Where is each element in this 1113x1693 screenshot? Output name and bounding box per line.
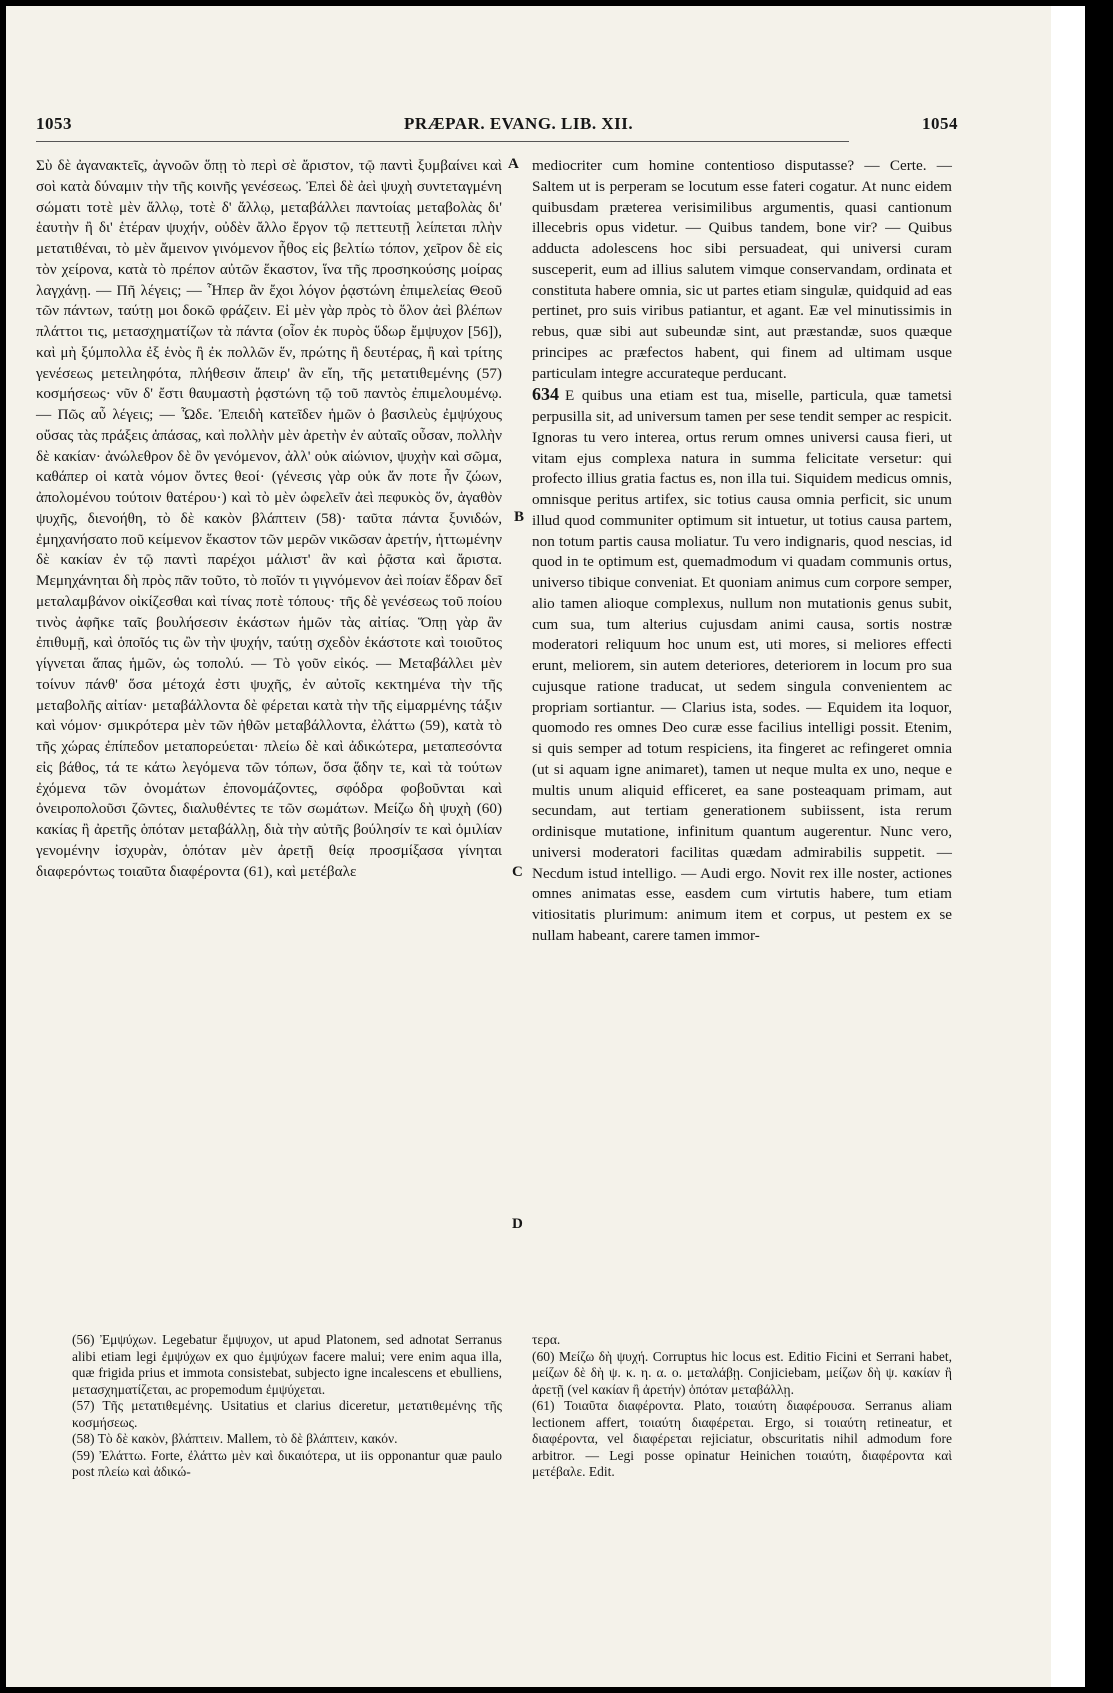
footnote: (61) Τοιαῦτα διαφέροντα. Plato, τοιαύτη διαφέρουσα. Serranus aliam lectionem affert, τοιαύτη διαφέρεται. Ergo, si τοιαύτη retineatur, et διαφέροντα, vel διαφέρεται rejiciatur, obscuritatis nihil admodum fore arbitror. — Legi posse opinatur Heinichen τοιαύτη, διαφέροντα καὶ μετέβαλε. Edit.	[532, 1398, 952, 1479]
footnote: (58) Τὸ δὲ κακὸν, βλάπτειν. Mallem, τὸ δὲ βλάπτειν, κακόν.	[72, 1431, 398, 1446]
greek-column	[36, 156, 502, 882]
margin-letter-c: C	[512, 864, 523, 880]
right-page-number: 1054	[922, 114, 958, 133]
greek-text: Σὺ δὲ ἀγανακτεῖς, ἀγνοῶν ὅπῃ τὸ περὶ σὲ ἄριστον, τῷ παντὶ ξυμβαίνει καὶ σοὶ κατὰ δύναμιν τὴν τῆς κοινῆς γενέσεως. Ἐπεὶ δὲ ἀεὶ ψυχὴ συντεταγμένη σώματι τοτὲ μὲν ἄλλῳ, τοτὲ δ' ἄλλῳ, μεταβάλλει παντοίας μεταβολὰς δι' ἑαυτὴν ἢ δι' ἑτέραν ψυχήν, οὐδὲν ἄλλο ἔργον τῷ πεττευτῇ λείπεται πλὴν μετατιθέναι, τὸ μὲν ἄμεινον γινόμενον ἦθος εἰς βελτίω τόπον, χεῖρον δὲ εἰς τὸν χείρονα, κατὰ τὸ πρέπον αὐτῶν ἕκαστον, ἵνα τῆς προσηκούσης μοίρας λαγχάνῃ. — Πῆ λέγεις; — Ἧπερ ἂν ἔχοι λόγον ῥᾳστώνη ἐπιμελείας Θεοῦ τῶν πάντων, ταύτῃ μοι δοκῶ φράζειν. Εἰ μὲν γὰρ πρὸς τὸ ὅλον ἀεὶ βλέπων πλάττοι τις, μετασχηματίζων τὰ πάντα (οἷον ἐκ πυρὸς ὕδωρ ἔμψυχον [56]), καὶ μὴ ξύμπολλα ἐξ ἑνὸς ἢ ἐκ πολλῶν ἕν, πρώτης ἢ δευτέρας, ἢ καὶ τρίτης γενέσεως μετειληφότα, πλήθεσιν ἄπειρ' ἂν εἴη, τῆς μετατιθεμένης (57) κοσμήσεως· νῦν δ' ἔστι θαυμαστὴ ῥᾳστώνη τῷ τοῦ παντὸς ἐπιμελουμένῳ. — Πῶς αὖ λέγεις; — Ὧδε. Ἐπειδὴ κατεῖδεν ἡμῶν ὁ βασιλεὺς ἐμψύχους οὔσας τὰς πράξεις ἁπάσας, καὶ πολλὴν μὲν ἀρετὴν ἐν αὐταῖς οὖσαν, πολλὴν δὲ κακίαν· ἀνώλεθρον δὲ ὂν γενόμενον, ἀλλ' οὐκ αἰώνιον, ψυχὴν καὶ σῶμα, καθάπερ οἱ κατὰ νόμον ὄντες θεοί· (γένεσις γὰρ οὐκ ἄν ποτε ἦν ζώων, ἀπολομένου τούτοιν θατέρου·) καὶ τὸ μὲν ὠφελεῖν ἀεὶ πεφυκὸς ὅν, ἀγαθὸν ψυχῆς, διενοήθη, τὸ δὲ κακὸν βλάπτειν (58)· ταῦτα πάντα ξυνιδών, ἐμηχανήσατο ποῦ κείμενον ἕκαστον τῶν μερῶν νικῶσαν ἀρετήν, ἡττωμένην δὲ κακίαν ἐν τῷ παντὶ παρέχοι μάλιστ' ἂν καὶ ῥᾷστα καὶ ἄριστα. Μεμηχάνηται δὴ πρὸς πᾶν τοῦτο, τὸ ποῖόν τι γιγνόμενον ἀεὶ ποίαν ἕδραν δεῖ μεταλαμβάνον οἰκίζεσθαι καὶ τίνας ποτὲ τόπους· τῆς δὲ γενέσεως τοῦ ποίου τινὸς ἀφῆκε ταῖς βουλήσεσιν ἑκάστων ἡμῶν τὰς αἰτίας. Ὅπῃ γὰρ ἂν ἐπιθυμῇ, καὶ ὁποῖός τις ὢν τὴν ψυχήν, ταύτῃ σχεδὸν ἑκάστοτε καὶ τοιοῦτος γίγνεται ἅπας ἡμῶν, ὡς τοπολύ. — Τὸ γοῦν εἰκός. — Μεταβάλλει μὲν τοίνυν πάνθ' ὅσα μέτοχά ἐστι ψυχῆς, ἐν αὐτοῖς κεκτημένα τὴν τῆς μεταβολῆς αἰτίαν· μεταβάλλοντα δὲ φέρεται κατὰ τὴν τῆς εἱμαρμένης τάξιν καὶ νόμον· σμικρότερα μὲν τῶν ἠθῶν μεταβάλλοντα, ἐλάττω (59), κατὰ τὸ τῆς χώρας ἐπίπεδον μεταπορεύεται· πλείω δὲ καὶ ἀδικώτερα, μεταπεσόντα εἰς βάθος, τά τε κάτω λεγόμενα τῶν τόπων, ὅσα ᾅδην τε, καὶ τὰ τούτων ἐχόμενα τῶν ὀνομάτων ἐπονομάζοντες, σφόδρα φοβοῦνται καὶ ὀνειροπολοῦσι ζῶντες, διαλυθέντες τε τῶν σωμάτων. Μείζω δὴ ψυχὴ (60) κακίας ἢ ἀρετῆς ὁπόταν μεταβάλλῃ, διὰ τὴν αὐτῆς βούλησίν τε καὶ ὁμιλίαν γενομένην ἰσχυρὰν, ὁπόταν μὲν ἀρετῇ θείᾳ προσμίξασα γίνηται διαφερόντως τοιαῦτα διαφέροντα (61), καὶ μετέβαλε	[36, 157, 502, 880]
header-rule	[36, 141, 849, 142]
footnote: (57) Τῆς μετατιθεμένης. Usitatius et clarius diceretur, μετατιθεμένης τῆς κοσμήσεως.	[72, 1398, 502, 1430]
footnotes-left	[72, 1332, 502, 1481]
margin-letter-d: D	[512, 1216, 523, 1232]
footnote: (59) Ἐλάττω. Forte, ἐλάττω μὲν καὶ δικαιότερα, ut iis opponantur quæ paulo post πλείω καὶ ἀδικώ-	[72, 1447, 502, 1479]
latin-text-a: mediocriter cum homine contentioso disputasse? — Certe. — Saltem ut is perperam se locutum esse fateri cogatur. At nunc eidem quibusdam præterea verisimilibus argumentis, quasi cantionum illecebris opus videtur. — Quibus tandem, bone vir? — Quibus adducta adolescens hoc sibi persuadeat, qui universi curam susceperit, eum ad illius salutem vimque conservandam, ordinata et constituta habere omnia, sic ut partes etiam singulæ, quidquid ad eas pertinet, pro suis viribus patiantur, et agant. Eæ vel minutissimis in rebus, quæ sibi aut subeundæ sint, aut præstandæ, suos quæque principes ac præfectos habent, qui finem ad ultimam usque particulam integre accurateque perducant.	[532, 157, 952, 382]
footnote: (56) Ἐμψύχων. Legebatur ἔμψυχον, ut apud Platonem, sed adnotat Serranus alibi etiam legi ἐμψύχων ex quo ἐμψύχων facere malui; vere enim aqua illa, quæ frigida prius et immota consistebat, subjecto igne incalescens et ebulliens, μετασχηματίζεται, ac propemodum ἐμψύχεται.	[72, 1332, 502, 1397]
footnotes-right	[532, 1332, 952, 1481]
left-page-number: 1053	[36, 114, 72, 133]
margin-letter-b: B	[514, 509, 525, 525]
margin-letter-a: A	[508, 156, 519, 172]
book-page	[6, 6, 1079, 1687]
footnote: τερα.	[532, 1332, 561, 1347]
latin-text-b: E quibus una etiam est tua, miselle, particula, quæ tametsi perpusilla sit, ad universum tamen per sese tendit semper ac respicit. Ignoras tu vero interea, ortus rerum omnes universi causa fieri, ut vitam ejus complexa natura in summa felicitate versetur: qui profecto illius gratia factus es, non illa tui. Siquidem medicus omnis, omnisque peritus artifex, sic totius causa omnia perficit, sic unum illud quod communiter optimum sit intuetur, ut totius causa partem, non totum partis causa moliatur. Tu vero indignaris, quod nescias, id quod in te optimum est, quemadmodum vi quadam communis ortus, universo tibique conveniat. Et quoniam animus cum corpore semper, alio tamen alioque complexus, nullum non mutationis genus subit, cum sua, tum alterius cujusdam animi causa, sortis nostræ moderatori reliquum hoc unum est, uti mores, si meliores effecti erunt, meliorem, sin autem deteriores, deteriorem in locum pro sua cujusque ratione traducat, ut sedem singula convenientem ac propriam sortiantur. — Clarius ista, sodes. — Equidem ita loquor, quomodo res omnes Deo curæ esse facilius intelligi possit. Etenim, si quis semper ad totum respiciens, ita fingeret ac refingeret omnia (ut si aquam igne animaret), tamen ut neque multa ex uno, neque e multis unum aliquid efficeret, ea sane posteaquam primam, aut secundam, aut tertiam generationem subiissent, ista rerum ordinisque mutatione, infinitum quantum augerentur. Nunc vero, universi moderatori facilitas quædam admirabilis suppetit. — Necdum istud intelligo. — Audi ergo. Novit rex ille noster, actiones omnes animatas esse, easdem cum virtutis habere, tum etiam vitiositatis plurimum: animum item et corpus, ut pestem ex se nullam habeant, carere tamen immor-	[532, 387, 952, 944]
column-number: 634	[532, 384, 559, 405]
running-title: PRÆPAR. EVANG. LIB. XII.	[404, 114, 634, 133]
page-edge	[1051, 6, 1085, 1687]
footnote: (60) Μείζω δὴ ψυχή. Corruptus hic locus est. Editio Ficini et Serrani habet, μείζων δὲ δὴ ψ. κ. η. α. ο. μεταλάβῃ. Conjiciebam, μείζων δὴ ψ. κακίαν ἢ ἀρετῇ (vel κακίαν ἢ ἀρετήν) ὁπόταν μεταβάλλῃ.	[532, 1348, 952, 1397]
latin-column	[532, 156, 952, 947]
